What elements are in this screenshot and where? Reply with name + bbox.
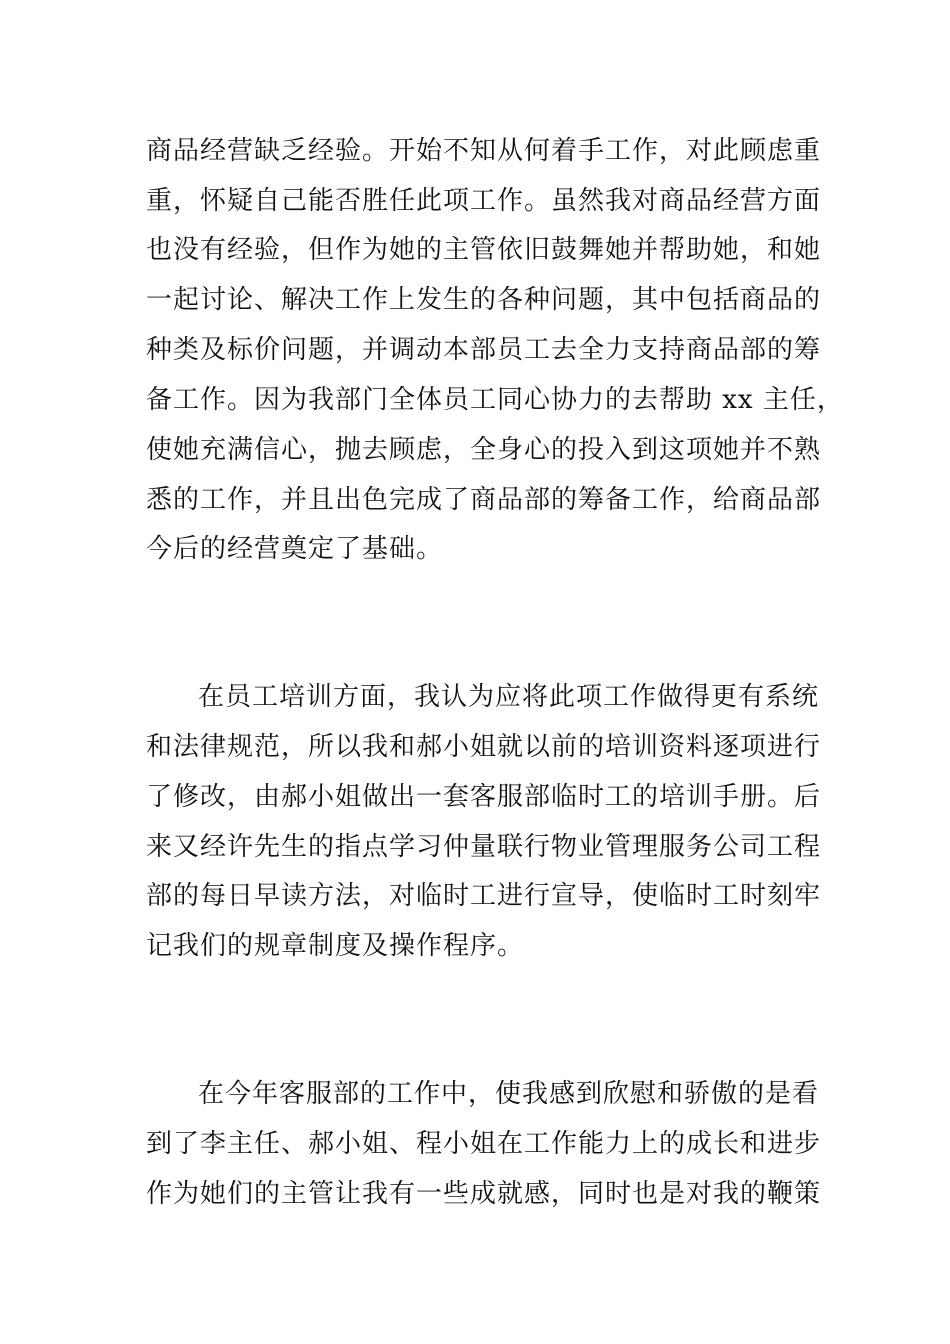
paragraph-2-line-2: 和法律规范，所以我和郝小姐就以前的培训资料逐项进行 bbox=[146, 732, 822, 762]
paragraph-1-line-3: 也没有经验，但作为她的主管依旧鼓舞她并帮助她，和她 bbox=[146, 235, 822, 265]
paragraph-1-line-7: 使她充满信心，抛去顾虑，全身心的投入到这项她并不熟 bbox=[146, 435, 822, 465]
paragraph-3-line-1: 在今年客服部的工作中，使我感到欣慰和骄傲的是看 bbox=[198, 1079, 820, 1109]
paragraph-1-line-2: 重，怀疑自己能否胜任此项工作。虽然我对商品经营方面 bbox=[146, 186, 822, 216]
paragraph-1-line-4: 一起讨论、解决工作上发生的各种问题，其中包括商品的 bbox=[146, 285, 822, 315]
paragraph-2-line-6: 记我们的规章制度及操作程序。 bbox=[146, 931, 525, 961]
paragraph-3-line-3: 作为她们的主管让我有一些成就感，同时也是对我的鞭策 bbox=[146, 1179, 822, 1209]
paragraph-2-line-5: 部的每日早读方法，对临时工进行宣导，使临时工时刻牢 bbox=[146, 881, 822, 911]
paragraph-1-line-9: 今后的经营奠定了基础。 bbox=[146, 534, 444, 564]
paragraph-1-line-5: 种类及标价问题，并调动本部员工去全力支持商品部的筹 bbox=[146, 335, 822, 365]
paragraph-2-line-3: 了修改，由郝小姐做出一套客服部临时工的培训手册。后 bbox=[146, 782, 822, 812]
paragraph-3-line-2: 到了李主任、郝小姐、程小姐在工作能力上的成长和进步 bbox=[146, 1129, 822, 1159]
paragraph-2-line-1: 在员工培训方面，我认为应将此项工作做得更有系统 bbox=[198, 682, 820, 712]
paragraph-1-line-8: 悉的工作，并且出色完成了商品部的筹备工作，给商品部 bbox=[146, 485, 822, 515]
paragraph-1-line-1: 商品经营缺乏经验。开始不知从何着手工作，对此顾虑重 bbox=[146, 136, 822, 166]
paragraph-1-line-6: 备工作。因为我部门全体员工同心协力的去帮助 xx 主任， bbox=[146, 385, 844, 415]
paragraph-2-line-4: 来又经许先生的指点学习仲量联行物业管理服务公司工程 bbox=[146, 832, 822, 862]
